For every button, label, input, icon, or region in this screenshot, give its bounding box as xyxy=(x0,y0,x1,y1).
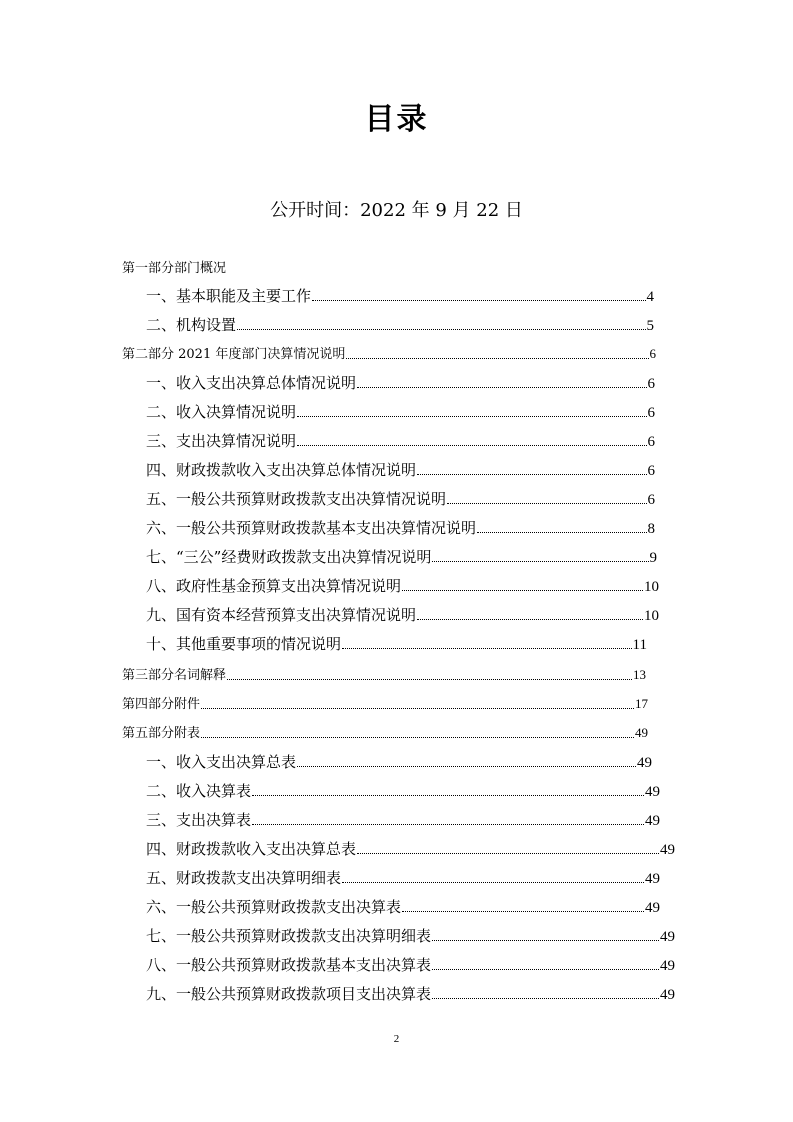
toc-entry-page: 6 xyxy=(647,492,655,508)
toc-leader-dots xyxy=(432,969,659,970)
toc-entry-page: 10 xyxy=(644,579,659,595)
toc-entry-label: 二、机构设置 xyxy=(146,316,237,334)
toc-entry-page: 6 xyxy=(647,376,655,392)
toc-entry-page: 13 xyxy=(633,667,646,682)
toc-entry-page: 10 xyxy=(644,608,659,624)
toc-entry-label: 一、收入支出决算总表 xyxy=(146,753,297,771)
toc-entry-label: 七、“三公”经费财政拨款支出决算情况说明 xyxy=(146,548,432,566)
toc-leader-dots xyxy=(201,708,634,709)
toc-leader-dots xyxy=(432,998,659,999)
toc-entry[interactable] xyxy=(122,664,646,686)
toc-leader-dots xyxy=(297,416,646,417)
toc-entry-page: 11 xyxy=(632,637,647,653)
toc-entry[interactable] xyxy=(146,488,655,510)
toc-entry-page: 5 xyxy=(646,318,654,334)
toc-entry-label: 五、一般公共预算财政拨款支出决算情况说明 xyxy=(146,490,447,508)
toc-entry[interactable] xyxy=(146,430,655,452)
toc-entry-page: 49 xyxy=(660,842,675,858)
toc-entry-page: 6 xyxy=(647,434,655,450)
toc-leader-dots xyxy=(237,329,645,330)
toc-entry-label: 第五部分附表 xyxy=(122,726,201,741)
toc-entry-page: 9 xyxy=(649,550,657,566)
toc-entry-label: 七、一般公共预算财政拨款支出决算明细表 xyxy=(146,927,432,945)
toc-entry-label: 第三部分名词解释 xyxy=(122,668,227,683)
toc-entry[interactable] xyxy=(146,954,675,976)
toc-leader-dots xyxy=(342,648,632,649)
toc-entry[interactable] xyxy=(146,838,675,860)
toc-leader-dots xyxy=(227,679,632,680)
toc-entry[interactable] xyxy=(146,751,652,773)
toc-entry[interactable] xyxy=(146,314,654,336)
toc-entry-label: 一、基本职能及主要工作 xyxy=(146,287,312,305)
toc-entry[interactable] xyxy=(146,285,654,307)
toc-entry-page: 49 xyxy=(637,755,652,771)
toc-entry-label: 十、其他重要事项的情况说明 xyxy=(146,635,342,653)
toc-entry-page: 49 xyxy=(645,784,660,800)
toc-entry[interactable] xyxy=(122,343,656,365)
toc-entry-page: 49 xyxy=(660,958,675,974)
toc-entry[interactable] xyxy=(146,459,655,481)
toc-leader-dots xyxy=(447,503,646,504)
toc-entry-page: 6 xyxy=(647,405,655,421)
toc-leader-dots xyxy=(297,766,636,767)
toc-entry[interactable] xyxy=(146,604,659,626)
toc-leader-dots xyxy=(432,940,659,941)
toc-entry-page: 49 xyxy=(645,900,660,916)
toc-entry-label: 四、财政拨款收入支出决算总表 xyxy=(146,840,357,858)
toc-leader-dots xyxy=(357,853,659,854)
toc-entry-label: 八、政府性基金预算支出决算情况说明 xyxy=(146,577,402,595)
toc-entry-label: 九、国有资本经营预算支出决算情况说明 xyxy=(146,606,417,624)
toc-entry[interactable] xyxy=(146,809,660,831)
toc-entry-label: 三、支出决算表 xyxy=(146,811,252,829)
toc-entry-page: 6 xyxy=(647,463,655,479)
toc-leader-dots xyxy=(477,532,646,533)
toc-leader-dots xyxy=(201,737,634,738)
toc-entry[interactable] xyxy=(122,257,660,279)
toc-leader-dots xyxy=(342,882,644,883)
toc-leader-dots xyxy=(346,358,648,359)
toc-entry-label: 第四部分附件 xyxy=(122,697,201,712)
toc-entry-label: 五、财政拨款支出决算明细表 xyxy=(146,869,342,887)
toc-entry[interactable] xyxy=(146,401,655,423)
toc-entry-page: 49 xyxy=(645,813,660,829)
toc-entry-label: 三、支出决算情况说明 xyxy=(146,432,297,450)
toc-entry-label: 第一部分部门概况 xyxy=(122,261,227,276)
toc-entry-page: 49 xyxy=(635,725,648,740)
toc-leader-dots xyxy=(252,795,644,796)
toc-entry-page: 6 xyxy=(649,346,656,361)
toc-entry[interactable] xyxy=(122,693,648,715)
toc-leader-dots xyxy=(252,824,644,825)
page-number: 2 xyxy=(393,1033,400,1045)
toc-entry[interactable] xyxy=(146,372,655,394)
toc-leader-dots xyxy=(432,561,648,562)
toc-entry[interactable] xyxy=(146,575,659,597)
document-title: 目录 xyxy=(364,102,429,137)
toc-entry[interactable] xyxy=(146,633,647,655)
toc-entry-page: 17 xyxy=(635,696,648,711)
toc-entry-label: 第二部分 2021 年度部门决算情况说明 xyxy=(122,347,346,362)
toc-entry[interactable] xyxy=(146,867,660,889)
toc-entry[interactable] xyxy=(146,780,660,802)
toc-entry-label: 一、收入支出决算总体情况说明 xyxy=(146,374,357,392)
toc-leader-dots xyxy=(312,300,645,301)
toc-entry-page: 49 xyxy=(660,987,675,1003)
toc-leader-dots xyxy=(402,590,643,591)
toc-leader-dots xyxy=(297,445,646,446)
toc-leader-dots xyxy=(357,387,646,388)
toc-entry-label: 八、一般公共预算财政拨款基本支出决算表 xyxy=(146,956,432,974)
toc-entry[interactable] xyxy=(122,722,648,744)
toc-entry-label: 六、一般公共预算财政拨款基本支出决算情况说明 xyxy=(146,519,477,537)
toc-entry-label: 九、一般公共预算财政拨款项目支出决算表 xyxy=(146,985,432,1003)
toc-entry-page: 8 xyxy=(647,521,655,537)
toc-entry-page: 49 xyxy=(645,871,660,887)
toc-entry-label: 二、收入决算表 xyxy=(146,782,252,800)
toc-leader-dots xyxy=(402,911,644,912)
toc-entry-page: 4 xyxy=(646,289,654,305)
toc-leader-dots xyxy=(417,619,643,620)
toc-entry[interactable] xyxy=(146,517,655,539)
toc-entry-label: 六、一般公共预算财政拨款支出决算表 xyxy=(146,898,402,916)
toc-entry[interactable] xyxy=(146,925,675,947)
toc-entry-label: 四、财政拨款收入支出决算总体情况说明 xyxy=(146,461,417,479)
publish-date: 公开时间：2022 年 9 月 22 日 xyxy=(270,200,523,221)
toc-entry-label: 二、收入决算情况说明 xyxy=(146,403,297,421)
toc-entry[interactable] xyxy=(146,983,675,1005)
toc-entry-page: 49 xyxy=(660,929,675,945)
toc-entry[interactable] xyxy=(146,896,660,918)
toc-entry[interactable] xyxy=(146,546,657,568)
toc-leader-dots xyxy=(417,474,646,475)
